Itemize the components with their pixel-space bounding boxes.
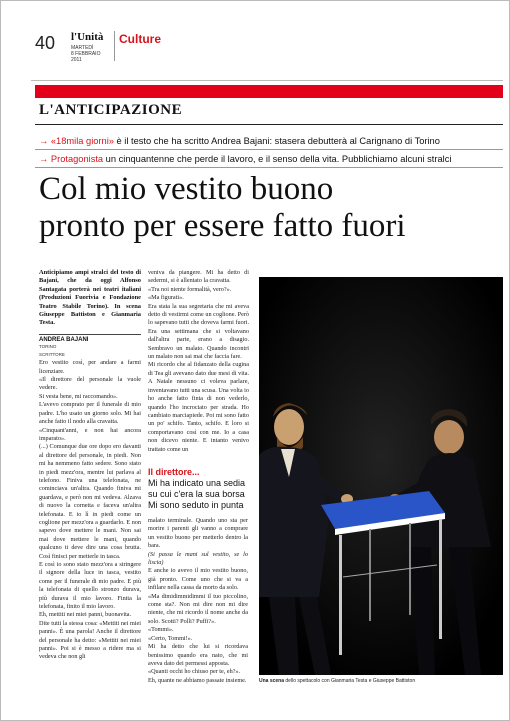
text-column-2 <box>148 269 249 454</box>
section-name: Culture <box>119 32 161 46</box>
headline <box>39 171 499 245</box>
paragraph: (...) Comunque due ore dopo ero davanti al direttore del personale, in piedi. Non mi ha nemmeno fatto sedere. Sono stato in piedi mezz'ora, mentre lui parlava al telefono. Finiva una telefonata, ne cominciava un'altra. Quando finiva mi guardava, e però non mi vedeva. Alzava di nuovo la cornetta e faceva un'altra telefonata. E io lì in piedi come un coglione per mezz'ora a guardarlo. E non sapevo dove mettere le mani. Non sai mai dove mettere le mani, quando qualcuno ti deve dire una cosa brutta. Così finisci per metterle in tasca. <box>39 443 141 560</box>
newspaper-logo: l'Unità <box>71 31 104 43</box>
paragraph: «Ma figurati». <box>148 294 184 302</box>
deck-rule-1 <box>35 149 503 150</box>
stage-photo <box>259 277 503 675</box>
author-name: ANDREA BAJANI <box>39 334 141 344</box>
author-role: SCRITTORE <box>39 351 65 357</box>
header-rule <box>31 80 503 81</box>
kicker-rule <box>35 124 503 125</box>
paragraph: (Si passa le mani sul vestito, se lo liscia) <box>148 550 248 567</box>
caption-text: dello spettacolo con Gianmaria Testa e Giuseppe Battiston <box>284 678 416 684</box>
paragraph: «Tommi». <box>148 626 174 634</box>
date-weekday: MARTEDÌ <box>71 45 94 51</box>
paragraph: E così io sono stato mezz'ora a stringere il signore della luce in tasca, vestito come per il funerale di mio padre. E più la telefonata di quello stronzo durava, più durava il mio lavoro. Finita la telefonata, finito il mio lavoro. <box>39 561 141 611</box>
paragraph: malato terminale. Quando uno sta per morire i parenti gli vanno a comprare un vestito buono per metterlo dentro la bara. <box>148 517 248 550</box>
text-column-3 <box>148 517 248 685</box>
deck-1-text: è il testo che ha scritto Andrea Bajani: stasera debutterà al Carignano di Torino <box>113 136 440 146</box>
stage-photo-illustration <box>259 277 503 675</box>
paragraph: «Certo, Tommi!». <box>148 634 193 642</box>
paragraph: Ero vestito così, per andare a farmi licenziare. <box>39 359 141 375</box>
deck-rule-2 <box>35 167 503 168</box>
page-number: 40 <box>35 33 56 53</box>
paragraph: Era stata la sua segretaria che mi aveva detto di vestirmi come un coglione. Però lo sapevano tutti che doveva farmi fuori. Era una settimana che si voltavano dall'altra parte, erano a disagio. Sembravo un malato. Quando incontri un malato non sai mai che faccia fare. <box>148 302 249 361</box>
date-year: 2011 <box>71 57 82 63</box>
deck-line-1 <box>39 136 440 146</box>
paragraph: Eh, mettiti nei miei panni, buonavita. <box>39 611 132 619</box>
paragraph: veniva da piangere. Mi ha detto di sedermi, si è allentato la cravatta. <box>148 269 249 285</box>
paragraph: Eh, quante ne abbiamo passate insieme. <box>148 676 247 684</box>
masthead-divider <box>114 31 115 61</box>
text-column-1 <box>39 269 141 662</box>
date-day-month: 8 FEBBRAIO <box>71 51 101 57</box>
deck-2-highlight: Protagonista <box>50 154 104 164</box>
article-lead: Anticipiamo ampi stralci del testo di Bajani, che da oggi Alfonso Santagata porterà nei teatri italiani (Produzioni Fuorivia e Fondazione Teatro Stabile Torino). In scena Giuseppe Battiston e Gianmaria Testa. <box>39 269 141 327</box>
paragraph: E anche io avevo il mio vestito buono, già pronto. Come uno che si va a infilare nella cassa da morto da solo. <box>148 567 248 592</box>
author-city: TORINO <box>39 344 57 350</box>
article-kicker: L'ANTICIPAZIONE <box>39 102 183 118</box>
masthead <box>31 31 491 69</box>
paragraph: Mi ha detto che lui si ricordava benissimo quando era nato, che mi aveva dato dei permessi apposta. <box>148 643 248 667</box>
paragraph: Dite tutti la stessa cosa: «Mettiti nei miei panni». È una parola! Anche il direttore del personale ha detto: «Mettiti nei miei panni». Poi si è messo a ridere ma si vedeva che non gli <box>39 619 141 661</box>
deck-1-highlight: «18mila giorni» <box>50 136 114 146</box>
paragraph: «Cinquant'anni, e non hai ancora imparato». <box>39 426 141 442</box>
deck-2-text: un cinquantenne che perde il lavoro, e il senso della vita. Pubblichiamo alcuni stralci <box>103 154 452 164</box>
deck-line-2 <box>39 154 451 164</box>
caption-lead: Una scena <box>259 678 285 684</box>
paragraph: Si vesta bene, mi raccomando». <box>39 392 118 400</box>
arrow-right-icon: → <box>39 136 51 146</box>
arrow-right-icon: → <box>39 154 51 164</box>
headline-line-1: Col mio vestito buono <box>39 171 334 207</box>
paragraph: «Quanti occhi ho chiuso per te, eh?». <box>148 668 241 676</box>
pull-quote: Mi ha indicato una sedia su cui c'era la sua borsa Mi sono seduto in punta <box>148 478 246 510</box>
paragraph: «Il direttore del personale la vuole vedere. <box>39 376 141 392</box>
headline-line-2: pronto per essere fatto fuori <box>39 208 406 244</box>
pull-quote-heading: Il direttore... <box>148 467 200 477</box>
issue-date <box>71 45 100 63</box>
paragraph: Mi ricordo che al fidanzato della cugina di Tea gli avevano dato due mesi di vita. A Natale nessuno ci voleva parlare, inventavano tutti una scusa. Una volta io ho anche fatto finta di non vederlo, quando l'ho incrociato per strada. Ho cambiato marciapiede. Poi mi sono fatto un po' schifo. Tanto, schifo. E loro si comportavano così con me. Io a casa non dicevo niente. E intanto venivo trattato come un <box>148 361 249 453</box>
paragraph: «Ma dimidimmidimmi il tuo piccolino, come sta?. Non mi dire non mi dire niente, che mi ricordo il nome anche da solo. Scotti? Polli? Puffi?». <box>148 592 248 625</box>
red-band <box>35 85 503 98</box>
photo-caption <box>259 678 415 684</box>
paragraph: L'avevo comprato per il funerale di mio padre. L'ho usato un giorno solo. Mi hai anche fatto il nodo alla cravatta. <box>39 401 141 426</box>
paragraph: «Tra noi niente formalità, vero?». <box>148 285 232 293</box>
